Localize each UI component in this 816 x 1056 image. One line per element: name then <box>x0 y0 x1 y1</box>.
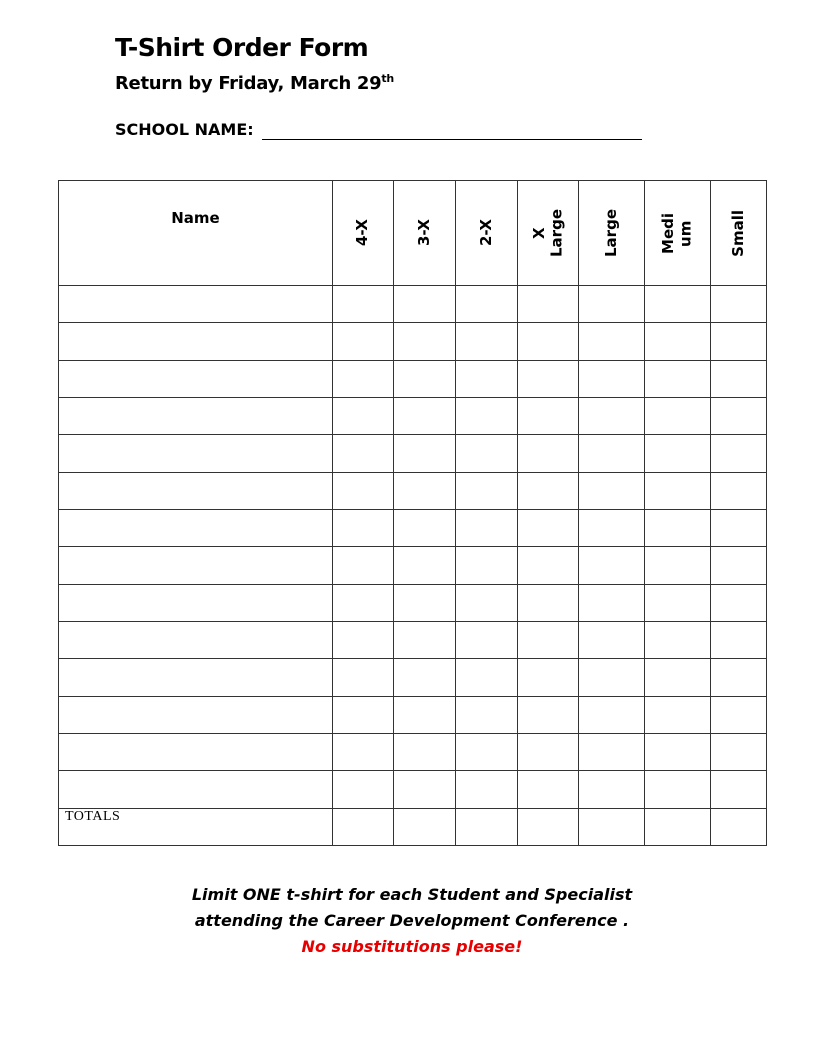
size-qty-cell[interactable] <box>710 696 767 733</box>
size-qty-cell[interactable] <box>393 360 455 397</box>
size-qty-cell[interactable] <box>393 658 455 696</box>
size-qty-cell[interactable] <box>332 509 393 546</box>
name-cell[interactable] <box>58 658 332 696</box>
size-qty-cell[interactable] <box>455 696 517 733</box>
name-column-header <box>58 180 332 285</box>
size-qty-cell[interactable] <box>393 434 455 472</box>
total-cell[interactable] <box>332 808 393 845</box>
size-qty-cell[interactable] <box>578 696 644 733</box>
size-qty-cell[interactable] <box>455 770 517 808</box>
totals-label-cell <box>58 808 332 845</box>
size-qty-cell[interactable] <box>578 621 644 658</box>
size-qty-cell[interactable] <box>710 770 767 808</box>
size-header-label: 2-X <box>476 219 495 247</box>
total-cell[interactable] <box>644 808 710 845</box>
size-header-label: 3-X <box>414 219 433 247</box>
name-cell[interactable] <box>58 696 332 733</box>
size-qty-cell[interactable] <box>455 621 517 658</box>
total-cell[interactable] <box>455 808 517 845</box>
name-header-label: Name <box>171 209 220 227</box>
size-qty-cell[interactable] <box>644 360 710 397</box>
size-qty-cell[interactable] <box>710 397 767 434</box>
name-cell[interactable] <box>58 472 332 509</box>
size-qty-cell[interactable] <box>517 696 578 733</box>
size-header-label: Large <box>601 209 620 257</box>
size-qty-cell[interactable] <box>710 509 767 546</box>
return-by-text <box>115 72 394 94</box>
size-qty-cell[interactable] <box>455 434 517 472</box>
size-qty-cell[interactable] <box>332 770 393 808</box>
size-qty-cell[interactable] <box>393 770 455 808</box>
name-cell[interactable] <box>58 397 332 434</box>
size-qty-cell[interactable] <box>455 509 517 546</box>
size-qty-cell[interactable] <box>332 546 393 584</box>
size-qty-cell[interactable] <box>644 770 710 808</box>
size-qty-cell[interactable] <box>710 733 767 770</box>
size-qty-cell[interactable] <box>332 584 393 621</box>
size-qty-cell[interactable] <box>332 285 393 322</box>
size-qty-cell[interactable] <box>455 546 517 584</box>
size-qty-cell[interactable] <box>710 285 767 322</box>
size-qty-cell[interactable] <box>517 658 578 696</box>
return-by-date: Return by Friday, March 29 <box>115 73 382 94</box>
size-qty-cell[interactable] <box>393 285 455 322</box>
size-qty-cell[interactable] <box>393 322 455 360</box>
size-qty-cell[interactable] <box>455 360 517 397</box>
name-cell[interactable] <box>58 584 332 621</box>
size-qty-cell[interactable] <box>578 733 644 770</box>
size-qty-cell[interactable] <box>710 322 767 360</box>
total-cell[interactable] <box>578 808 644 845</box>
size-qty-cell[interactable] <box>578 770 644 808</box>
size-qty-cell[interactable] <box>332 322 393 360</box>
size-qty-cell[interactable] <box>393 696 455 733</box>
form-title: T-Shirt Order Form <box>115 33 369 62</box>
size-qty-cell[interactable] <box>644 285 710 322</box>
name-cell[interactable] <box>58 733 332 770</box>
size-qty-cell[interactable] <box>578 658 644 696</box>
date-suffix: th <box>381 72 394 85</box>
no-substitutions-note: No substitutions please! <box>301 937 523 956</box>
size-qty-cell[interactable] <box>517 397 578 434</box>
size-header-label: Small <box>729 209 748 257</box>
size-qty-cell[interactable] <box>644 584 710 621</box>
size-qty-cell[interactable] <box>710 584 767 621</box>
size-qty-cell[interactable] <box>332 733 393 770</box>
size-qty-cell[interactable] <box>710 472 767 509</box>
size-qty-cell[interactable] <box>644 509 710 546</box>
size-qty-cell[interactable] <box>455 584 517 621</box>
size-qty-cell[interactable] <box>393 733 455 770</box>
size-qty-cell[interactable] <box>393 509 455 546</box>
size-qty-cell[interactable] <box>710 434 767 472</box>
size-qty-cell[interactable] <box>517 770 578 808</box>
size-qty-cell[interactable] <box>517 733 578 770</box>
name-cell[interactable] <box>58 285 332 322</box>
size-qty-cell[interactable] <box>455 322 517 360</box>
size-qty-cell[interactable] <box>644 733 710 770</box>
size-qty-cell[interactable] <box>517 509 578 546</box>
size-qty-cell[interactable] <box>644 322 710 360</box>
size-qty-cell[interactable] <box>578 434 644 472</box>
size-header-label: Medi um <box>659 212 695 254</box>
size-column-header <box>455 180 517 285</box>
size-header-label: 4-X <box>353 219 372 247</box>
size-qty-cell[interactable] <box>393 584 455 621</box>
size-qty-cell[interactable] <box>644 472 710 509</box>
size-qty-cell[interactable] <box>578 360 644 397</box>
size-qty-cell[interactable] <box>517 621 578 658</box>
total-cell[interactable] <box>393 808 455 845</box>
size-qty-cell[interactable] <box>517 285 578 322</box>
size-qty-cell[interactable] <box>578 322 644 360</box>
size-qty-cell[interactable] <box>393 397 455 434</box>
size-qty-cell[interactable] <box>393 472 455 509</box>
name-cell[interactable] <box>58 770 332 808</box>
size-qty-cell[interactable] <box>578 285 644 322</box>
size-qty-cell[interactable] <box>517 472 578 509</box>
size-qty-cell[interactable] <box>332 621 393 658</box>
limit-note-line2: attending the Career Development Conference . <box>194 911 630 930</box>
size-qty-cell[interactable] <box>644 696 710 733</box>
size-qty-cell[interactable] <box>517 584 578 621</box>
size-qty-cell[interactable] <box>332 360 393 397</box>
limit-note-line1: Limit ONE t-shirt for each Student and Specialist <box>191 885 633 904</box>
name-cell[interactable] <box>58 322 332 360</box>
name-cell[interactable] <box>58 621 332 658</box>
school-name-label: SCHOOL NAME: <box>115 120 254 139</box>
size-column-header <box>578 180 644 285</box>
size-qty-cell[interactable] <box>710 621 767 658</box>
name-cell[interactable] <box>58 434 332 472</box>
size-column-header <box>710 180 767 285</box>
name-cell[interactable] <box>58 360 332 397</box>
school-name-field[interactable] <box>262 139 642 140</box>
size-qty-cell[interactable] <box>644 621 710 658</box>
size-qty-cell[interactable] <box>644 397 710 434</box>
size-column-header <box>517 180 578 285</box>
size-qty-cell[interactable] <box>455 658 517 696</box>
size-qty-cell[interactable] <box>578 546 644 584</box>
size-qty-cell[interactable] <box>578 472 644 509</box>
size-qty-cell[interactable] <box>644 658 710 696</box>
name-cell[interactable] <box>58 509 332 546</box>
size-qty-cell[interactable] <box>517 434 578 472</box>
size-qty-cell[interactable] <box>578 509 644 546</box>
total-cell[interactable] <box>517 808 578 845</box>
size-qty-cell[interactable] <box>455 397 517 434</box>
size-qty-cell[interactable] <box>332 397 393 434</box>
size-qty-cell[interactable] <box>332 472 393 509</box>
size-qty-cell[interactable] <box>517 546 578 584</box>
totals-label: TOTALS <box>65 809 121 824</box>
size-qty-cell[interactable] <box>710 546 767 584</box>
size-column-header <box>332 180 393 285</box>
size-header-label: X Large <box>529 209 565 257</box>
size-qty-cell[interactable] <box>710 658 767 696</box>
size-qty-cell[interactable] <box>332 434 393 472</box>
size-qty-cell[interactable] <box>517 322 578 360</box>
size-qty-cell[interactable] <box>644 434 710 472</box>
size-column-header <box>644 180 710 285</box>
size-qty-cell[interactable] <box>455 472 517 509</box>
size-qty-cell[interactable] <box>644 546 710 584</box>
size-qty-cell[interactable] <box>332 658 393 696</box>
size-qty-cell[interactable] <box>455 733 517 770</box>
size-qty-cell[interactable] <box>578 584 644 621</box>
size-column-header <box>393 180 455 285</box>
name-cell[interactable] <box>58 546 332 584</box>
size-qty-cell[interactable] <box>455 285 517 322</box>
size-qty-cell[interactable] <box>393 546 455 584</box>
size-qty-cell[interactable] <box>710 360 767 397</box>
size-qty-cell[interactable] <box>517 360 578 397</box>
size-qty-cell[interactable] <box>332 696 393 733</box>
size-qty-cell[interactable] <box>578 397 644 434</box>
size-qty-cell[interactable] <box>393 621 455 658</box>
total-cell[interactable] <box>710 808 767 845</box>
